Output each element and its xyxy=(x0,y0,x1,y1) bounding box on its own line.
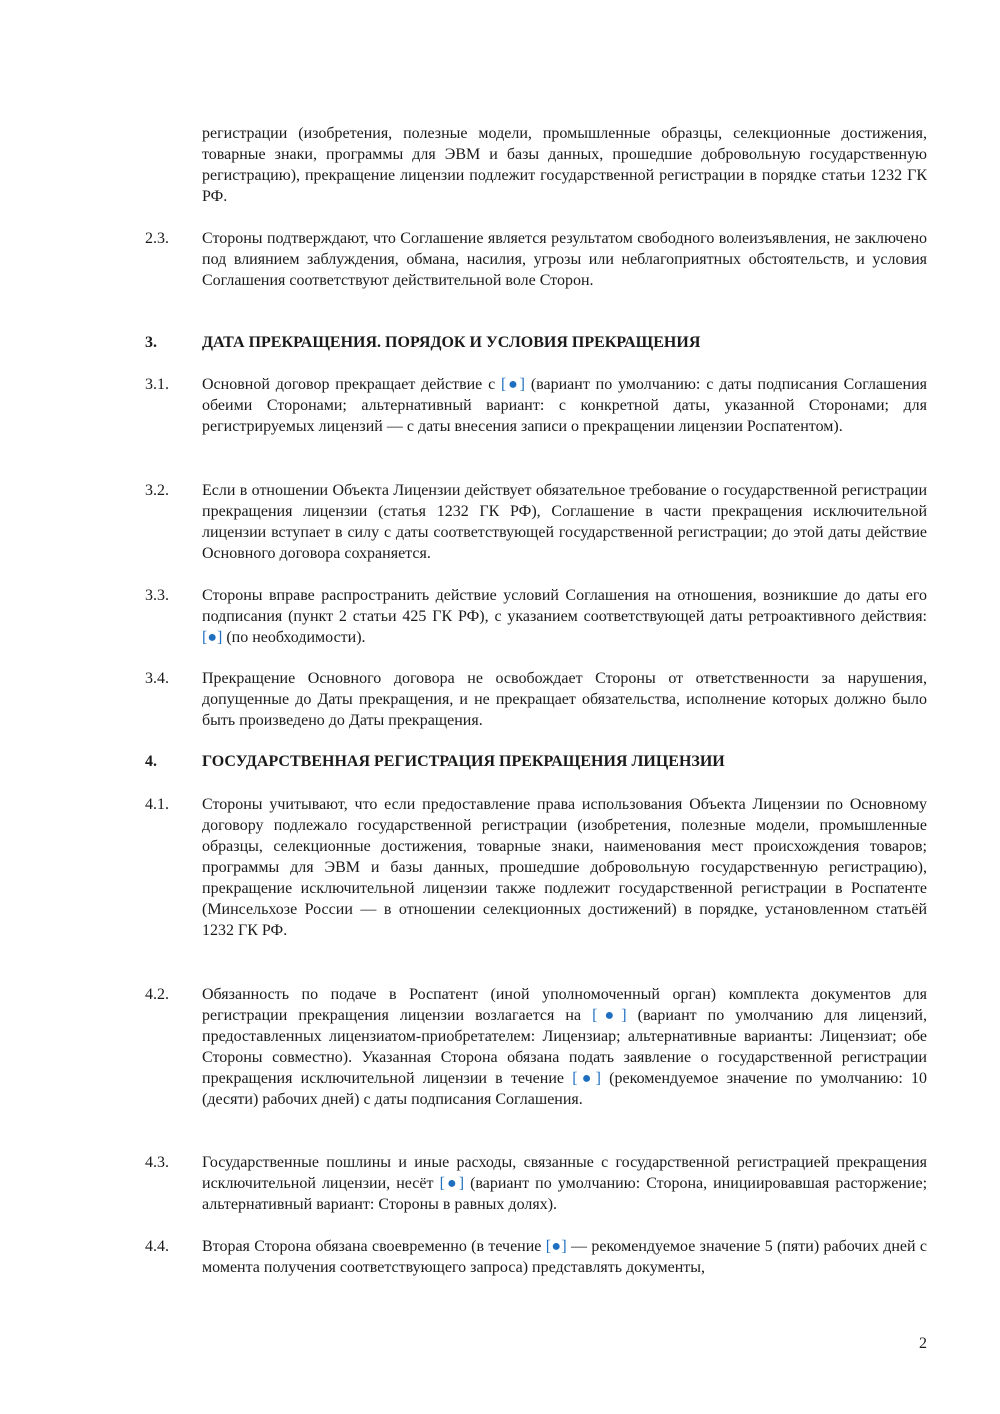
clause-number: 4.3. xyxy=(145,1154,169,1171)
placeholder-marker: [●] xyxy=(545,1238,567,1255)
placeholder-marker: [●] xyxy=(202,629,223,646)
placeholder-marker: [●] xyxy=(439,1175,465,1192)
placeholder-marker: [●] xyxy=(572,1070,601,1087)
section-title: ДАТА ПРЕКРАЩЕНИЯ. ПОРЯДОК И УСЛОВИЯ ПРЕКРАЩЕНИЯ xyxy=(202,334,701,351)
clause-text: Прекращение Основного договора не освобождает Стороны от ответственности за нарушения, допущенные до Даты прекращения, и не прекращает обязательства, исполнение которых должно было быть произведено до Даты прекращения. xyxy=(202,670,927,729)
clause-text: Основной договор прекращает действие с [●] (вариант по умолчанию: с даты подписания Соглашения обеими Сторонами; альтернативный вариант: с конкретной даты, указанной Сторонами; для регистрируемых лицензий — с даты внесения записи о прекращении лицензии Роспатентом). xyxy=(202,376,927,435)
clause-number: 4.4. xyxy=(145,1238,169,1255)
section-number: 4. xyxy=(145,753,157,770)
clause-number: 3.3. xyxy=(145,587,169,604)
clause-text: Вторая Сторона обязана своевременно (в течение [●] — рекомендуемое значение 5 (пяти) рабочих дней с момента получения соответствующего запроса) представлять документы, xyxy=(202,1238,928,1276)
section-number: 3. xyxy=(145,334,157,351)
clause-text: Стороны вправе распространить действие условий Соглашения на отношения, возникшие до даты его подписания (пункт 2 статьи 425 ГК РФ), с указанием соответствующей даты ретроактивного действия: [●] (по необходимости). xyxy=(202,587,927,646)
clause-number: 4.1. xyxy=(145,796,169,813)
placeholder-marker: [●] xyxy=(592,1007,627,1024)
clause-number: 3.1. xyxy=(145,376,169,393)
page-number: 2 xyxy=(919,1335,927,1352)
section-title: ГОСУДАРСТВЕННАЯ РЕГИСТРАЦИЯ ПРЕКРАЩЕНИЯ ЛИЦЕНЗИИ xyxy=(202,753,725,770)
clause-text: Если в отношении Объекта Лицензии действует обязательное требование о государственной регистрации прекращения лицензии (статья 1232 ГК РФ), Соглашение в части прекращения исключительной лицензии вступает в силу с даты соответствующей государственной регистрации; до этой даты действие Основного договора сохраняется. xyxy=(202,482,927,562)
clause-text: Государственные пошлины и иные расходы, связанные с государственной регистрацией прекращения исключительной лицензии, несёт [●] (вариант по умолчанию: Сторона, инициировавшая расторжение; альтернативный вариант: Стороны в равных долях). xyxy=(202,1154,928,1213)
paragraph-text: регистрации (изобретения, полезные модели, промышленные образцы, селекционные достижения, товарные знаки, программы для ЭВМ и базы данных, прошедшие добровольную государственную регистрацию), прекращение лицензии подлежит государственной регистрации в порядке статьи 1232 ГК РФ. xyxy=(202,125,927,205)
clause-text: Стороны учитывают, что если предоставление права использования Объекта Лицензии по Основному договору подлежало государственной регистрации (изобретения, полезные модели, промышленные образцы, селекционные достижения, товарные знаки, наименования мест происхождения товаров; программы для ЭВМ и базы данных, прошедшие добровольную государственную регистрацию), прекращение исключительной лицензии также подлежит государственной регистрации в Роспатенте (Минсельхозе России — в отношении селекционных достижений) в порядке, установленном статьёй 1232 ГК РФ. xyxy=(202,796,927,939)
clause-number: 2.3. xyxy=(145,230,169,247)
clause-text: Обязанность по подаче в Роспатент (иной уполномоченный орган) комплекта документов для регистрации прекращения лицензии возлагается на [●] (вариант по умолчанию для лицензий, предоставленных лицензиатом-приобретателем: Лицензиар; альтернативные варианты: Лицензиат; обе Стороны совместно). Указанная Сторона обязана подать заявление о государственной регистрации прекращения исключительной лицензии в течение [●] (рекомендуемое значение по умолчанию: 10 (десяти) рабочих дней) с даты подписания Соглашения. xyxy=(202,986,927,1108)
clause-text: Стороны подтверждают, что Соглашение является результатом свободного волеизъявления, не заключено под влиянием заблуждения, обмана, насилия, угрозы или неблагоприятных обстоятельств, и условия Соглашения соответствуют действительной воле Сторон. xyxy=(202,230,927,289)
clause-number: 3.4. xyxy=(145,670,169,687)
clause-number: 3.2. xyxy=(145,482,169,499)
placeholder-marker: [●] xyxy=(501,376,525,393)
clause-number: 4.2. xyxy=(145,986,169,1003)
